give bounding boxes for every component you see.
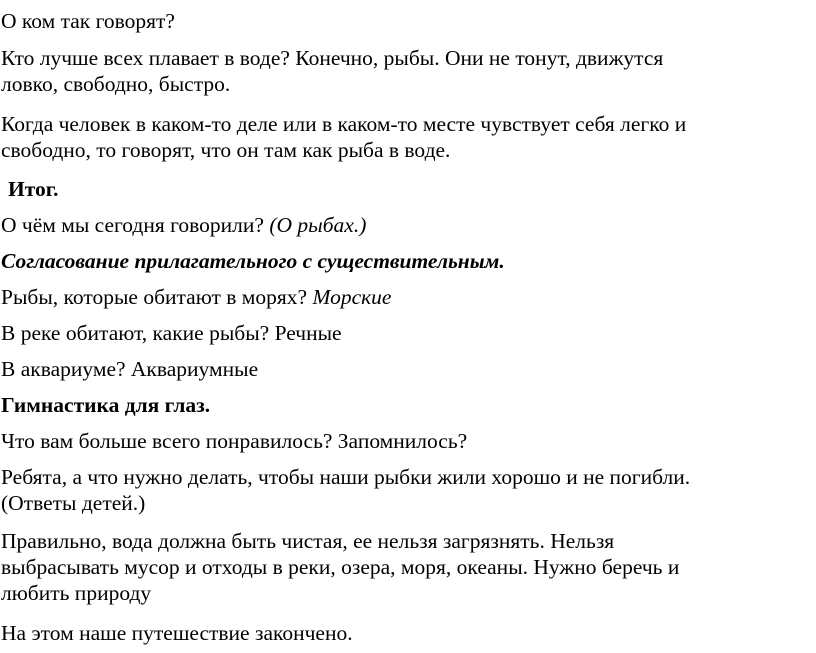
paragraph-text: На этом наше путешествие закончено.	[1, 621, 353, 645]
paragraph-line: (Ответы детей.)	[1, 491, 146, 515]
paragraph-line: ловко, свободно, быстро.	[1, 72, 231, 96]
paragraph-line: выбрасывать мусор и отходы в реки, озера, моря, океаны. Нужно беречь и	[1, 555, 680, 579]
paragraph-what-talked	[1, 212, 801, 238]
paragraph-text: Рыбы, которые обитают в морях?	[1, 285, 313, 309]
paragraph-text: О ком так говорят?	[1, 9, 175, 33]
paragraph-what-liked	[1, 428, 801, 454]
paragraph-text: В реке обитают, какие рыбы? Речные	[1, 321, 342, 345]
paragraph-line: свободно, то говорят, что он там как рыба в воде.	[1, 138, 451, 162]
paragraph-river-fish	[1, 320, 801, 346]
heading-summary	[8, 176, 808, 202]
heading-text: Итог.	[8, 177, 59, 201]
heading-text: Гимнастика для глаз.	[1, 393, 211, 417]
paragraph-text: Что вам больше всего понравилось? Запомнилось?	[1, 429, 468, 453]
heading-adjective-agreement	[1, 248, 801, 274]
paragraph-aquarium-fish	[1, 356, 801, 382]
answer-italic: Морские	[312, 285, 392, 309]
paragraph-line: Правильно, вода должна быть чистая, ее нельзя загрязнять. Нельзя	[1, 529, 615, 553]
paragraph-line: любить природу	[1, 581, 152, 605]
paragraph-text: О чём мы сегодня говорили?	[1, 213, 270, 237]
paragraph-sea-fish	[1, 284, 801, 310]
heading-eye-gymnastics	[1, 392, 801, 418]
paragraph-line: Ребята, а что нужно делать, чтобы наши рыбки жили хорошо и не погибли.	[1, 465, 691, 489]
paragraph-fish-swim	[1, 45, 801, 97]
paragraph-like-fish-in-water	[1, 111, 801, 163]
answer-italic: (О рыбах.)	[269, 213, 367, 237]
heading-text: Согласование прилагательного с существительным.	[1, 249, 505, 273]
paragraph-clean-water	[1, 528, 801, 606]
paragraph-line: Когда человек в каком-то деле или в каком-то месте чувствует себя легко и	[1, 112, 687, 136]
paragraph-journey-ended	[1, 620, 801, 646]
paragraph-line: Кто лучше всех плавает в воде? Конечно, рыбы. Они не тонут, движутся	[1, 46, 664, 70]
paragraph-question-who	[1, 8, 801, 34]
paragraph-what-to-do	[1, 464, 801, 516]
paragraph-text: В аквариуме? Аквариумные	[1, 357, 259, 381]
